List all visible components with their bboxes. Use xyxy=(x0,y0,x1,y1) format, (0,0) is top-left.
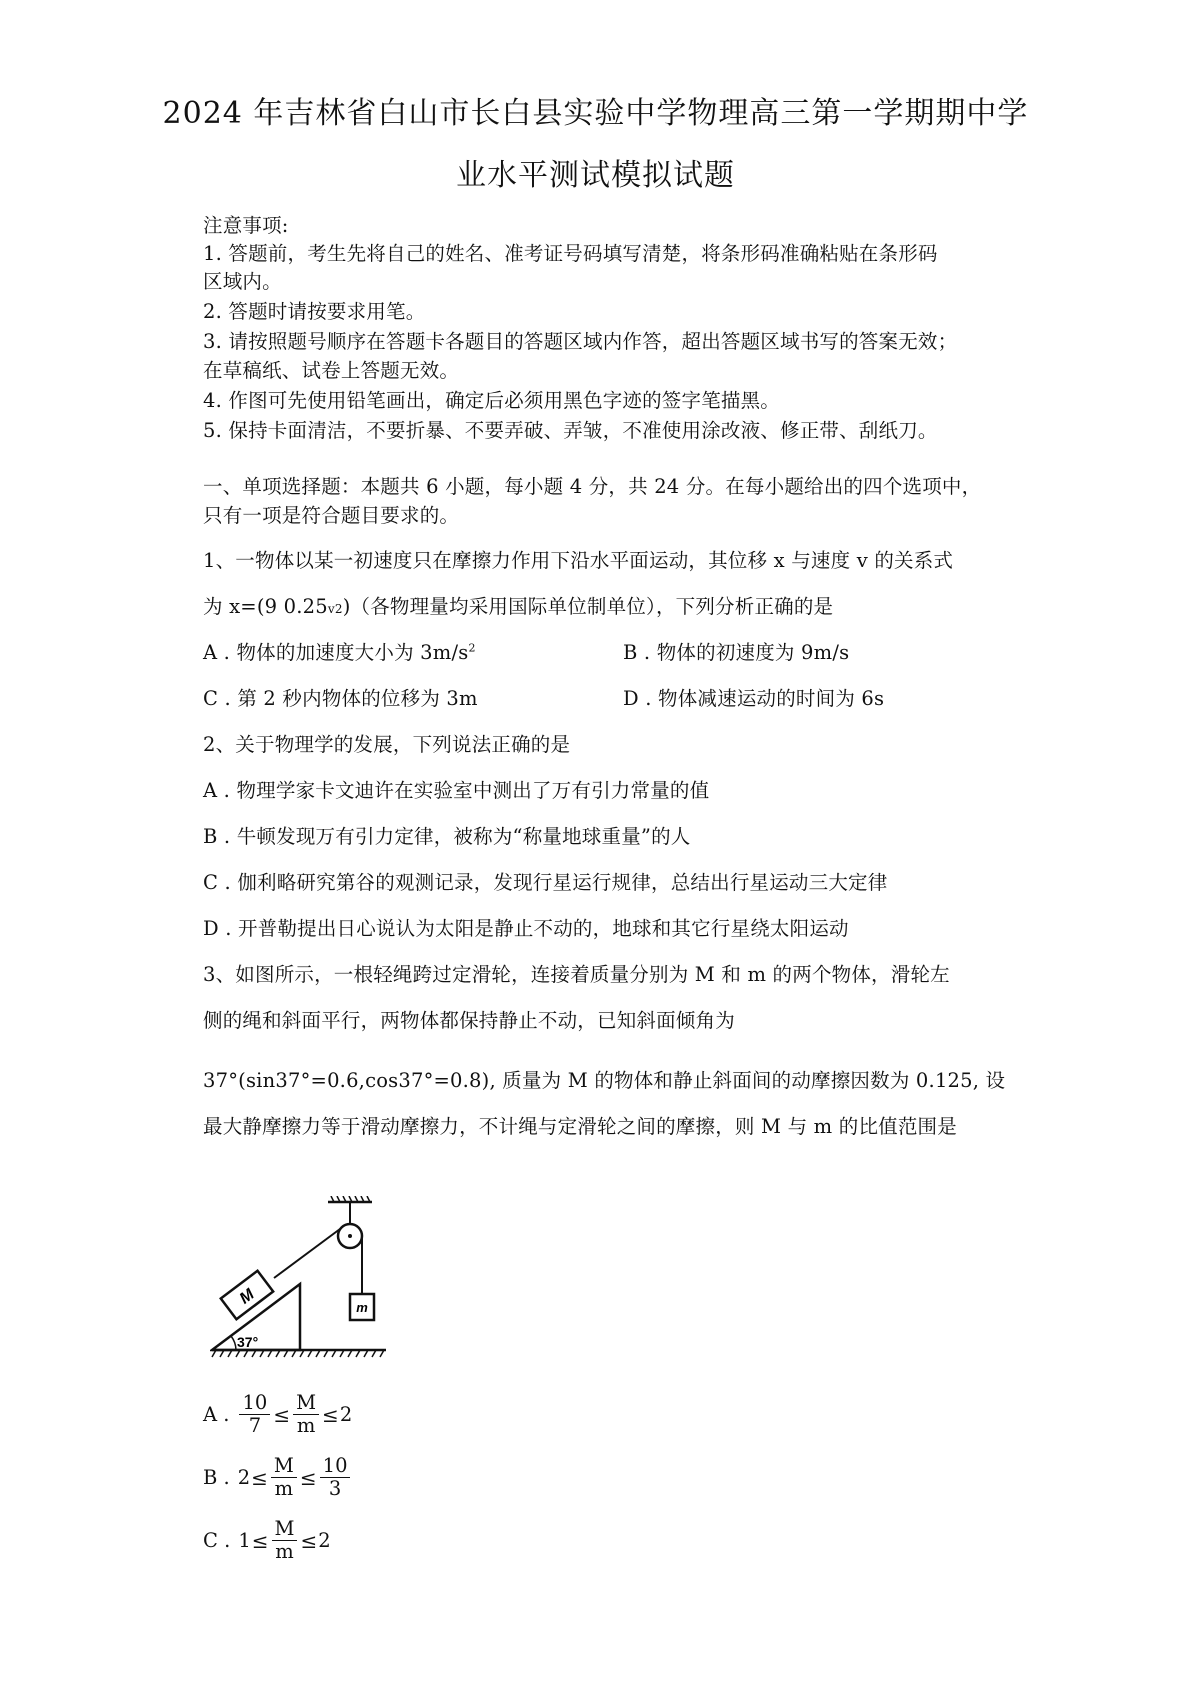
fraction-denominator: 7 xyxy=(248,1414,262,1438)
q2-option-a: A . 物理学家卡文迪许在实验室中测出了万有引力常量的值 xyxy=(203,779,710,802)
q2-option-c: C . 伽利略研究第谷的观测记录，发现行星运行规律，总结出行星运动三大定律 xyxy=(203,871,888,894)
notice-item-2: 2. 答题时请按要求用笔。 xyxy=(203,300,426,323)
leq-sign: ≤ xyxy=(322,1402,339,1427)
q2-option-d: D . 开普勒提出日心说认为太阳是静止不动的，地球和其它行星绕太阳运动 xyxy=(203,917,849,940)
q1-formula-start: 为 x=(9 0.25 xyxy=(203,595,328,618)
fraction-10-7 xyxy=(239,1392,270,1438)
leq-sign: ≤ xyxy=(251,1528,269,1553)
q3-option-a-label: A . xyxy=(203,1403,230,1427)
q3-stem-cont-2: 37°(sin37°=0.6,cos37°=0.8), 质量为 M 的物体和静止斜面间的动摩擦因数为 0.125, 设 xyxy=(203,1069,1006,1092)
page-title-line1: 2024 年吉林省白山市长白县实验中学物理高三第一学期期中学 xyxy=(162,96,1029,131)
fraction-M-m xyxy=(293,1392,319,1438)
leq-sign: ≤ xyxy=(273,1402,291,1427)
q1-option-a-text: A . 物体的加速度大小为 3m/s xyxy=(203,641,469,664)
fraction-M-m xyxy=(272,1518,298,1564)
leq-sign: ≤ xyxy=(251,1465,268,1490)
pulley-axle xyxy=(348,1234,352,1238)
fraction-denominator: m xyxy=(274,1477,294,1501)
q3-option-b xyxy=(203,1455,352,1501)
q1-option-a-exponent: 2 xyxy=(468,641,476,655)
fraction-denominator: m xyxy=(275,1540,294,1564)
notice-item-1: 1. 答题前，考生先将自己的姓名、准考证号码填写清楚，将条形码准确粘贴在条形码 xyxy=(203,242,938,265)
notice-heading: 注意事项: xyxy=(203,214,289,237)
fraction-M-m xyxy=(271,1455,297,1501)
angle-arc xyxy=(231,1336,236,1350)
block-m-label: m xyxy=(356,1300,368,1315)
notice-item-4: 4. 作图可先使用铅笔画出，确定后必须用黑色字迹的签字笔描黑。 xyxy=(203,389,781,412)
bound-value: 1 xyxy=(238,1529,251,1553)
q1-option-b: B . 物体的初速度为 9m/s xyxy=(623,641,850,664)
fraction-denominator: 3 xyxy=(328,1477,342,1501)
bound-value: 2 xyxy=(237,1466,251,1490)
q1-option-d: D . 物体减速运动的时间为 6s xyxy=(623,687,885,710)
block-M xyxy=(221,1271,273,1319)
fraction-numerator: 10 xyxy=(239,1392,270,1415)
q1-stem: 1、一物体以某一初速度只在摩擦力作用下沿水平面运动，其位移 x 与速度 v 的关系式 xyxy=(203,549,954,572)
q3-option-c-label: C . xyxy=(203,1529,231,1553)
q1-option-a xyxy=(203,637,476,665)
fraction-10-3 xyxy=(320,1455,351,1501)
notice-item-1-cont: 区域内。 xyxy=(203,270,282,293)
bound-value: 2 xyxy=(339,1403,353,1427)
q1-option-c: C . 第 2 秒内物体的位移为 3m xyxy=(203,687,478,710)
q1-stem-cont xyxy=(203,591,833,619)
q1-formula-v2: v2 xyxy=(327,602,343,616)
fraction-numerator: M xyxy=(272,1518,298,1541)
section-1-heading: 一、单项选择题：本题共 6 小题，每小题 4 分，共 24 分。在每小题给出的四个选项中， xyxy=(203,475,982,498)
q3-option-b-label: B . xyxy=(203,1466,230,1490)
q1-formula-end: )（各物理量均采用国际单位制单位），下列分析正确的是 xyxy=(342,595,834,618)
notice-item-5: 5. 保持卡面清洁，不要折暴、不要弄破、弄皱，不准使用涂改液、修正带、刮纸刀。 xyxy=(203,419,938,442)
section-1-heading-cont: 只有一项是符合题目要求的。 xyxy=(203,504,460,527)
fraction-numerator: 10 xyxy=(320,1455,351,1478)
q3-stem-cont-3: 最大静摩擦力等于滑动摩擦力，不计绳与定滑轮之间的摩擦，则 M 与 m 的比值范围是 xyxy=(203,1115,957,1138)
fraction-denominator: m xyxy=(296,1414,316,1438)
notice-item-3: 3. 请按照题号顺序在答题卡各题目的答题区域内作答，超出答题区域书写的答案无效； xyxy=(203,330,958,353)
notice-item-3-cont: 在草稿纸、试卷上答题无效。 xyxy=(203,359,460,382)
q3-option-a xyxy=(203,1392,352,1438)
q3-stem: 3、如图所示，一根轻绳跨过定滑轮，连接着质量分别为 M 和 m 的两个物体，滑轮左 xyxy=(203,963,950,986)
leq-sign: ≤ xyxy=(300,1528,318,1553)
q2-stem: 2、关于物理学的发展，下列说法正确的是 xyxy=(203,733,571,756)
incline-pulley-diagram xyxy=(210,1196,390,1361)
angle-label: 37° xyxy=(237,1334,259,1350)
q3-option-c xyxy=(203,1518,331,1564)
page-title-line2: 业水平测试模拟试题 xyxy=(456,158,735,193)
q3-stem-cont-1: 侧的绳和斜面平行，两物体都保持静止不动，已知斜面倾角为 xyxy=(203,1009,735,1032)
fraction-numerator: M xyxy=(271,1455,297,1478)
block-M-label: M xyxy=(236,1286,258,1308)
fraction-numerator: M xyxy=(293,1392,319,1415)
q2-option-b: B . 牛顿发现万有引力定律，被称为“称量地球重量”的人 xyxy=(203,825,691,848)
bound-value: 2 xyxy=(318,1529,331,1553)
rope-incline xyxy=(274,1229,340,1278)
leq-sign: ≤ xyxy=(299,1465,317,1490)
